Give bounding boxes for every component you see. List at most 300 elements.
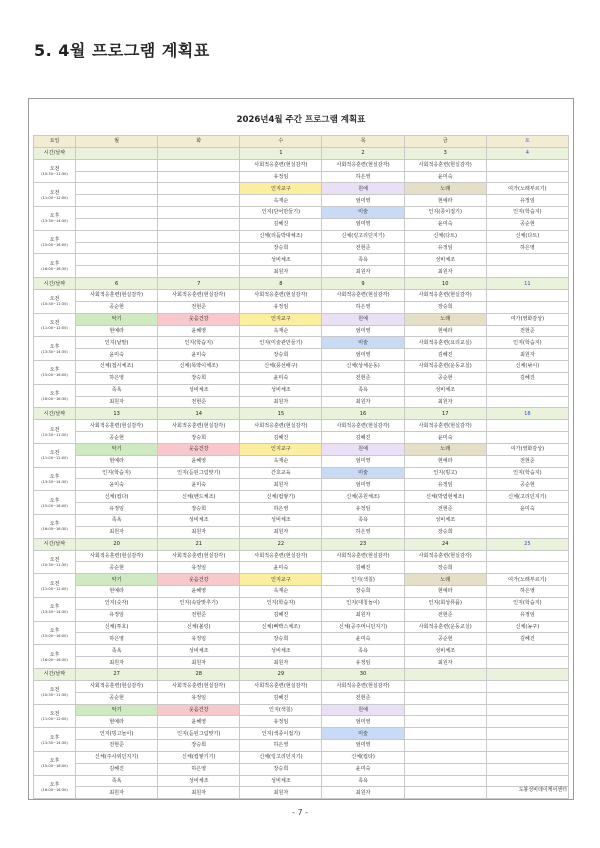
staff-cell-thu: 엄미영 [322, 455, 404, 467]
program-cell-mon: 신체(접시체조) [76, 361, 158, 373]
program-cell-wed: 신체(컵쌓기) [240, 491, 322, 503]
program-cell-fri: 사회적응훈련(현실감각) [404, 289, 486, 301]
program-cell-wed: 신체(풍선배구) [240, 361, 322, 373]
program-cell-sat [486, 728, 568, 740]
program-cell-fri: 노래 [404, 574, 486, 586]
program-cell-thu: 신체(링고리던지기) [322, 230, 404, 242]
staff-cell-wed: 윤미숙 [240, 372, 322, 384]
program-cell-mon: 인지(빙고놀이) [76, 728, 158, 740]
staff-cell-wed: 김혜진 [240, 609, 322, 621]
staff-cell-mon: 현예라 [76, 586, 158, 598]
program-cell-mon: 인지(학습지) [76, 467, 158, 479]
time-slot-period: 오전 [49, 320, 60, 326]
program-cell-sat [486, 645, 568, 657]
program-cell-thu: 족욕 [322, 775, 404, 787]
staff-cell-wed: 하은영 [240, 740, 322, 752]
time-slot-range: (13:30~14:30) [41, 219, 68, 224]
date-cell-tue: 28 [158, 668, 240, 680]
staff-cell-wed: 옥재순 [240, 195, 322, 207]
week-date-row [34, 538, 569, 550]
program-cell-sat [486, 515, 568, 527]
program-cell-mon: 족욕 [76, 645, 158, 657]
week-row-label: 시간/날짜 [34, 408, 76, 420]
staff-cell-sat: 전현준 [486, 455, 568, 467]
staff-cell-fri [404, 787, 486, 799]
staff-cell-tue [158, 218, 240, 230]
staff-cell-wed: 최원자 [240, 479, 322, 491]
time-slot-period: 오전 [49, 556, 60, 563]
staff-cell-mon: 공순현 [76, 562, 158, 574]
date-cell-mon [76, 147, 158, 159]
program-cell-thu: 미술 [322, 207, 404, 219]
program-cell-thu: 사회적응훈련(현실감각) [322, 289, 404, 301]
week-date-row [34, 147, 569, 159]
program-cell-tue: 인지(학습지) [158, 337, 240, 349]
program-row [34, 337, 569, 349]
staff-cell-thu: 하은영 [322, 171, 404, 183]
program-cell-sat [486, 550, 568, 562]
program-cell-sat: 여가(영화감상) [486, 313, 568, 325]
program-cell-wed: 성비체조 [240, 775, 322, 787]
staff-cell-fri: 윤미숙 [404, 171, 486, 183]
time-slot-period: 오후 [49, 260, 60, 267]
staff-cell-sat [486, 657, 568, 669]
staff-cell-fri [404, 763, 486, 775]
staff-cell-wed: 김혜진 [240, 692, 322, 704]
staff-cell-fri: 장승희 [404, 301, 486, 313]
staff-cell-tue: 유정임 [158, 562, 240, 574]
staff-cell-mon: 최원자 [76, 396, 158, 408]
staff-cell-wed: 장승희 [240, 242, 322, 254]
staff-cell-tue: 윤미숙 [158, 479, 240, 491]
staff-cell-mon: 윤미숙 [76, 479, 158, 491]
date-cell-wed: 15 [240, 408, 322, 420]
staff-cell-wed: 하은영 [240, 503, 322, 515]
staff-cell-mon [76, 218, 158, 230]
program-cell-thu: 족욕 [322, 515, 404, 527]
staff-cell-wed: 김혜진 [240, 432, 322, 444]
staff-cell-tue [158, 195, 240, 207]
staff-cell-thu: 엄미영 [322, 218, 404, 230]
staff-cell-fri: 유정임 [404, 242, 486, 254]
staff-cell-thu: 김혜진 [322, 562, 404, 574]
program-cell-wed: 성비체조 [240, 254, 322, 266]
time-slot-range: (16:00~16:30) [41, 397, 68, 402]
program-cell-mon: 악기 [76, 443, 158, 455]
time-slot-label [34, 621, 76, 645]
program-cell-wed: 신체(뻐빡스체조) [240, 621, 322, 633]
staff-row [34, 479, 569, 491]
program-cell-wed: 사회적응훈련(현실감각) [240, 680, 322, 692]
week-row-label: 시간/날짜 [34, 278, 76, 290]
staff-cell-wed: 최원자 [240, 787, 322, 799]
staff-cell-fri: 현예라 [404, 455, 486, 467]
staff-cell-wed: 최원자 [240, 526, 322, 538]
staff-cell-wed: 장승희 [240, 633, 322, 645]
date-cell-fri: 3 [404, 147, 486, 159]
staff-cell-mon: 하은영 [76, 372, 158, 384]
time-slot-period: 오전 [49, 580, 60, 587]
staff-cell-tue: 전현준 [158, 396, 240, 408]
program-row [34, 621, 569, 633]
program-cell-mon: 신체(투호) [76, 621, 158, 633]
staff-cell-fri: 최원자 [404, 396, 486, 408]
staff-cell-sat [486, 692, 568, 704]
staff-cell-thu: 엄미영 [322, 716, 404, 728]
program-cell-fri [404, 704, 486, 716]
staff-cell-mon: 유정임 [76, 503, 158, 515]
date-cell-wed: 29 [240, 668, 322, 680]
program-cell-wed: 사회적응훈련(현실감각) [240, 159, 322, 171]
staff-cell-fri: 최원자 [404, 266, 486, 278]
time-slot-label [34, 574, 76, 598]
program-cell-mon: 사회적응훈련(현실감각) [76, 680, 158, 692]
staff-cell-tue [158, 266, 240, 278]
time-slot-label [34, 751, 76, 775]
program-row [34, 574, 569, 586]
time-slot-label [34, 467, 76, 491]
staff-cell-thu: 엄미영 [322, 195, 404, 207]
program-cell-sat: 인지(학습지) [486, 597, 568, 609]
program-cell-tue: 사회적응훈련(현실감각) [158, 289, 240, 301]
time-slot-label [34, 230, 76, 254]
time-slot-range: (16:00~16:30) [41, 787, 68, 792]
date-cell-sat: 18 [486, 408, 568, 420]
program-cell-sat: 신체(낚시) [486, 361, 568, 373]
staff-cell-sat: 김혜진 [486, 372, 568, 384]
staff-cell-mon: 현예라 [76, 716, 158, 728]
time-slot-range: (11:00~12:00) [41, 326, 68, 330]
staff-row [34, 763, 569, 775]
program-cell-sat [486, 384, 568, 396]
time-slot-period: 오전 [49, 450, 60, 457]
program-cell-mon: 사회적응훈련(현실감각) [76, 289, 158, 301]
week-row-label: 시간/날짜 [34, 147, 76, 159]
program-cell-fri [404, 775, 486, 787]
staff-row [34, 242, 569, 254]
program-cell-wed: 성비체조 [240, 515, 322, 527]
program-cell-tue: 신체(똑딱이체조) [158, 361, 240, 373]
program-cell-wed: 사회적응훈련(현실감각) [240, 550, 322, 562]
program-cell-thu: 족욕 [322, 384, 404, 396]
staff-cell-wed: 최원자 [240, 657, 322, 669]
staff-cell-thu: 하은영 [322, 301, 404, 313]
program-cell-thu: 신체(컵타) [322, 751, 404, 763]
program-row [34, 775, 569, 787]
time-slot-range: (13:30~14:30) [41, 479, 68, 484]
staff-cell-fri: 윤미숙 [404, 218, 486, 230]
staff-cell-tue: 장승희 [158, 740, 240, 752]
staff-cell-sat: 하은영 [486, 586, 568, 598]
staff-cell-wed: 장승희 [240, 763, 322, 775]
program-cell-fri: 신체(다트) [404, 230, 486, 242]
page-number: - 7 - [292, 808, 308, 817]
time-slot-label [34, 183, 76, 207]
staff-cell-tue: 최원자 [158, 526, 240, 538]
staff-cell-sat: 최원자 [486, 349, 568, 361]
time-slot-period: 오후 [49, 391, 60, 398]
time-slot-period: 오전 [49, 166, 60, 173]
program-cell-fri: 성비체조 [404, 515, 486, 527]
time-slot-label [34, 361, 76, 385]
staff-cell-thu: 유정임 [322, 503, 404, 515]
time-slot-range: (10:30~11:30) [41, 302, 68, 307]
time-slot-period: 오후 [49, 497, 60, 504]
staff-cell-tue [158, 171, 240, 183]
staff-cell-mon: 최원자 [76, 657, 158, 669]
program-cell-fri: 사회적응훈련(현실감각) [404, 159, 486, 171]
staff-cell-fri: 전현준 [404, 609, 486, 621]
staff-cell-mon: 현예라 [76, 455, 158, 467]
staff-cell-fri: 유정임 [404, 479, 486, 491]
staff-cell-wed: 유정임 [240, 171, 322, 183]
staff-cell-tue: 윤혜영 [158, 716, 240, 728]
staff-cell-thu: 엄미영 [322, 740, 404, 752]
staff-cell-wed: 김혜진 [240, 218, 322, 230]
program-cell-mon: 사회적응훈련(현실감각) [76, 420, 158, 432]
program-cell-tue: 신체(볼링) [158, 621, 240, 633]
header-cell-sat: 토 [486, 136, 568, 148]
staff-cell-sat [486, 266, 568, 278]
staff-cell-fri: 현예라 [404, 586, 486, 598]
program-cell-sat: 신체(고리던지기) [486, 491, 568, 503]
program-cell-fri [404, 728, 486, 740]
staff-row [34, 633, 569, 645]
program-row [34, 207, 569, 219]
program-cell-mon [76, 230, 158, 242]
program-cell-tue: 성비체조 [158, 515, 240, 527]
time-slot-period: 오후 [49, 521, 60, 528]
program-cell-thu: 신체(상체운동) [322, 361, 404, 373]
time-slot-label [34, 680, 76, 704]
program-cell-thu: 족욕 [322, 254, 404, 266]
program-cell-thu: 사회적응훈련(현실감각) [322, 680, 404, 692]
program-cell-thu: 원예 [322, 443, 404, 455]
program-cell-fri: 인지(종이접기) [404, 207, 486, 219]
time-slot-label [34, 728, 76, 752]
program-cell-wed: 인지(색종이접기) [240, 728, 322, 740]
program-cell-sat [486, 420, 568, 432]
staff-cell-mon: 최원자 [76, 526, 158, 538]
staff-cell-thu: 전현준 [322, 372, 404, 384]
staff-cell-tue: 윤혜영 [158, 455, 240, 467]
program-row [34, 159, 569, 171]
staff-row [34, 692, 569, 704]
time-slot-period: 오후 [49, 604, 60, 611]
time-slot-label [34, 313, 76, 337]
date-cell-fri: 10 [404, 278, 486, 290]
staff-cell-fri: 김혜진 [404, 349, 486, 361]
program-cell-tue [158, 207, 240, 219]
program-row [34, 183, 569, 195]
staff-cell-wed: 최원자 [240, 266, 322, 278]
time-slot-period: 오후 [49, 627, 60, 634]
staff-cell-tue: 최원자 [158, 657, 240, 669]
date-cell-wed: 1 [240, 147, 322, 159]
staff-cell-mon [76, 195, 158, 207]
time-slot-period: 오후 [49, 781, 60, 788]
staff-cell-tue: 전현준 [158, 301, 240, 313]
date-cell-thu: 2 [322, 147, 404, 159]
program-row [34, 751, 569, 763]
center-name: 도봉성비데이케어센터 [518, 787, 567, 793]
staff-cell-mon: 하은영 [76, 633, 158, 645]
time-slot-range: (15:00~16:00) [41, 764, 68, 769]
staff-row [34, 657, 569, 669]
program-cell-wed: 성비체조 [240, 384, 322, 396]
program-cell-tue [158, 230, 240, 242]
header-cell-tue: 화 [158, 136, 240, 148]
staff-cell-tue: 장승희 [158, 503, 240, 515]
staff-row [34, 325, 569, 337]
program-cell-tue [158, 183, 240, 195]
time-slot-range: (15:00~16:00) [41, 503, 68, 508]
schedule-frame [28, 98, 574, 800]
program-cell-tue: 인지(듣된그림맞기) [158, 467, 240, 479]
staff-cell-fri: 전현준 [404, 503, 486, 515]
time-slot-range: (11:00~12:00) [41, 195, 68, 200]
staff-row [34, 195, 569, 207]
program-cell-mon [76, 183, 158, 195]
date-cell-tue: 14 [158, 408, 240, 420]
program-cell-sat [486, 680, 568, 692]
staff-cell-sat [486, 301, 568, 313]
staff-row [34, 787, 569, 799]
week-row-label: 시간/날짜 [34, 538, 76, 550]
program-cell-wed: 사회적응훈련(현실감각) [240, 289, 322, 301]
program-cell-thu: 사회적응훈련(현실감각) [322, 159, 404, 171]
date-cell-thu: 16 [322, 408, 404, 420]
program-row [34, 443, 569, 455]
staff-cell-sat [486, 396, 568, 408]
program-cell-fri [404, 751, 486, 763]
time-slot-range: (13:30~14:30) [41, 740, 68, 745]
schedule-table [33, 135, 569, 799]
week-row-label: 시간/날짜 [34, 668, 76, 680]
program-cell-wed: 간호교육 [240, 467, 322, 479]
program-row [34, 289, 569, 301]
program-cell-mon [76, 159, 158, 171]
date-cell-tue: 21 [158, 538, 240, 550]
staff-row [34, 609, 569, 621]
schedule-title: 2026년4월 주간 프로그램 계획표 [236, 115, 366, 125]
program-cell-fri: 인지(회상퓨퓸) [404, 597, 486, 609]
staff-row [34, 503, 569, 515]
program-cell-wed: 신체(리듬박대체조) [240, 230, 322, 242]
staff-cell-thu: 엄미영 [322, 325, 404, 337]
program-row [34, 420, 569, 432]
program-cell-sat: 여가(노래부르기) [486, 183, 568, 195]
program-cell-mon: 족욕 [76, 775, 158, 787]
staff-row [34, 171, 569, 183]
program-cell-tue: 사회적응훈련(현실감각) [158, 420, 240, 432]
time-slot-label [34, 337, 76, 361]
staff-cell-fri: 윤미숙 [404, 432, 486, 444]
staff-cell-tue: 최원자 [158, 787, 240, 799]
program-cell-fri: 신체(박엽현체조) [404, 491, 486, 503]
time-slot-label [34, 645, 76, 669]
staff-cell-wed: 윤미숙 [240, 562, 322, 574]
program-cell-fri: 성비체조 [404, 384, 486, 396]
date-cell-mon: 20 [76, 538, 158, 550]
time-slot-range: (11:00~12:00) [41, 716, 68, 721]
time-slot-range: (10:30~11:30) [41, 432, 68, 437]
staff-cell-tue: 장승희 [158, 432, 240, 444]
date-cell-fri: 24 [404, 538, 486, 550]
staff-cell-wed: 유정임 [240, 716, 322, 728]
program-cell-thu: 미술 [322, 728, 404, 740]
page-heading: 5. 4월 프로그램 계획표 [34, 41, 210, 60]
program-cell-thu: 원예 [322, 313, 404, 325]
date-cell-tue: 7 [158, 278, 240, 290]
staff-cell-sat: 윤미숙 [486, 503, 568, 515]
staff-cell-mon: 공순현 [76, 432, 158, 444]
time-slot-range: (15:00~16:00) [41, 243, 68, 248]
staff-cell-wed: 옥재순 [240, 586, 322, 598]
staff-cell-tue [158, 242, 240, 254]
program-cell-mon: 신체(컵다) [76, 491, 158, 503]
time-slot-range: (13:30~14:30) [41, 349, 68, 354]
program-cell-tue: 사회적응훈련(현실감각) [158, 680, 240, 692]
program-cell-fri: 성비체조 [404, 254, 486, 266]
time-slot-period: 오전 [49, 687, 60, 694]
date-cell-thu: 9 [322, 278, 404, 290]
time-slot-range: (10:30~11:30) [41, 172, 68, 177]
header-cell-mon: 월 [76, 136, 158, 148]
staff-cell-mon [76, 171, 158, 183]
staff-cell-fri: 장승희 [404, 562, 486, 574]
staff-cell-mon: 윤미숙 [76, 349, 158, 361]
date-cell-thu: 23 [322, 538, 404, 550]
staff-row [34, 372, 569, 384]
staff-cell-sat [486, 526, 568, 538]
staff-cell-thu: 최원자 [322, 396, 404, 408]
staff-cell-sat [486, 740, 568, 752]
staff-cell-sat: 공순현 [486, 479, 568, 491]
staff-cell-mon: 최원자 [76, 787, 158, 799]
staff-cell-thu: 김혜진 [322, 432, 404, 444]
staff-row [34, 349, 569, 361]
staff-row [34, 562, 569, 574]
staff-row [34, 455, 569, 467]
program-cell-sat [486, 289, 568, 301]
staff-cell-thu: 장승희 [322, 586, 404, 598]
program-cell-thu: 원예 [322, 183, 404, 195]
staff-cell-sat: 유정임 [486, 609, 568, 621]
time-slot-range: (16:00~16:30) [41, 527, 68, 532]
header-cell-fri: 금 [404, 136, 486, 148]
program-cell-mon [76, 207, 158, 219]
staff-cell-wed: 옥재순 [240, 455, 322, 467]
program-cell-fri: 노래 [404, 443, 486, 455]
time-slot-label [34, 491, 76, 515]
program-cell-wed: 인지교구 [240, 313, 322, 325]
date-cell-fri [404, 668, 486, 680]
program-cell-tue [158, 254, 240, 266]
time-slot-range: (15:00~16:00) [41, 633, 68, 638]
program-cell-tue: 신체(밴드체조) [158, 491, 240, 503]
staff-cell-tue: 유정임 [158, 633, 240, 645]
staff-cell-fri: 공순현 [404, 372, 486, 384]
staff-cell-sat [486, 716, 568, 728]
staff-cell-tue: 윤미숙 [158, 349, 240, 361]
time-slot-label [34, 384, 76, 408]
program-cell-mon: 신체(주사위던지기) [76, 751, 158, 763]
time-slot-label [34, 550, 76, 574]
program-cell-wed: 인지교구 [240, 574, 322, 586]
program-cell-tue: 인지(속담맞추기) [158, 597, 240, 609]
time-slot-range: (16:00~16:30) [41, 266, 68, 271]
